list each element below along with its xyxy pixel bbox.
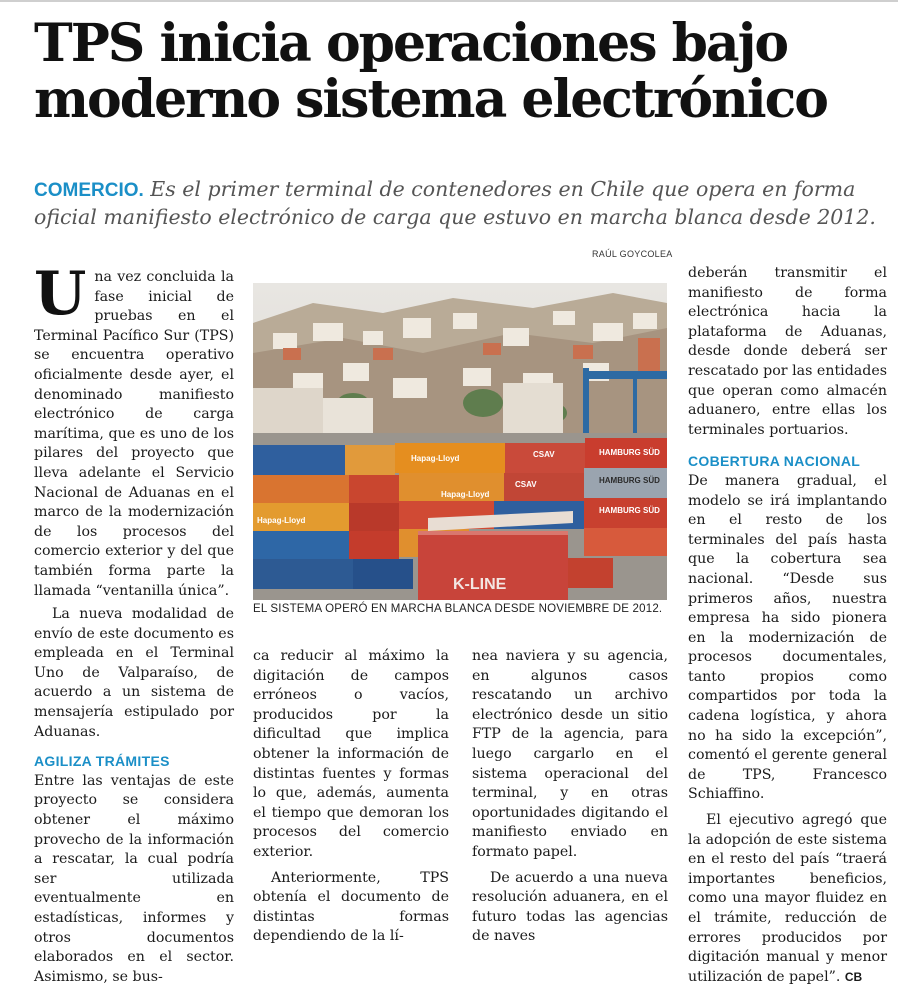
paragraph: ca reducir al máximo la digitación de campos erróneos o vacíos, producidos por la dificultad que implica obtener la información de distintas fuentes y formas lo que, además, aumenta el tiempo que demoran los procesos del comercio exterior. xyxy=(253,648,449,860)
article-column-1 xyxy=(34,259,234,987)
paragraph-text: El ejecutivo agregó que la adopción de este sistema en el resto del país “traerá importantes beneficios, como una mayor fluidez en el trámite, reducción de errores producidos por digitación manual y menor utilización de papel”. xyxy=(688,812,887,985)
container-label: Hapag-Lloyd xyxy=(441,490,490,499)
top-rule xyxy=(0,0,898,2)
photo-credit: RAÚL GOYCOLEA xyxy=(592,249,673,259)
container-label: CSAV xyxy=(515,480,537,489)
container-label: HAMBURG SÜD xyxy=(599,476,660,485)
paragraph: Entre las ventajas de este proyecto se considera obtener el máximo provecho de la información a rescatar, la cual podría ser utilizada eventualmente en estadísticas, informes y otros documentos elaborados en el sector. Asimismo, se bus- xyxy=(34,772,234,985)
headline xyxy=(34,13,894,130)
paragraph: nea naviera y su agencia, en algunos casos rescatando un archivo electrónico desde un sitio FTP de la agencia, para luego cargarlo en el sistema operacional del terminal, y en otras oportunidades digitando el manifiesto enviado en formato papel. xyxy=(472,648,668,860)
container-label: HAMBURG SÜD xyxy=(599,506,660,515)
headline-line-1: TPS inicia operaciones bajo xyxy=(34,13,788,74)
drop-cap: U xyxy=(34,259,87,329)
container-label: HAMBURG SÜD xyxy=(599,448,660,457)
article-column-3 xyxy=(472,647,668,947)
container-label: Hapag-Lloyd xyxy=(257,516,306,525)
subhead-cobertura: COBERTURA NACIONAL xyxy=(688,453,861,470)
port-photo xyxy=(253,283,667,600)
paragraph: De acuerdo a una nueva resolución aduanera, en el futuro todas las agencias de naves xyxy=(472,869,668,945)
paragraph xyxy=(688,811,887,987)
first-paragraph xyxy=(34,259,234,601)
paragraph: deberán transmitir el manifiesto de forma electrónica hacia la plataforma de Aduanas, desde donde deberá ser rescatado por las entidades que operan como almacén aduanero, entre ellas los terminales portuarios. xyxy=(688,265,887,438)
end-mark-icon: CB xyxy=(844,969,863,984)
article-column-2 xyxy=(253,647,449,947)
port-photo-image xyxy=(253,283,667,600)
container-label: K-LINE xyxy=(453,576,507,593)
paragraph-text: na vez concluida la fase inicial de pruebas en el Terminal Pacífico Sur (TPS) se encuentra operativo oficialmente desde ayer, el denominado manifiesto electrónico de carga marítima, que es uno de los pilares del proyecto que lleva adelante el Servicio Nacional de Aduanas en el marco de la modernización de los procesos del comercio exterior y del que también forma parte la llamada “ventanilla única”. xyxy=(34,269,234,599)
deck-text: Es el primer terminal de contenedores en Chile que opera en forma oficial manifiesto electrónico de carga que estuvo en marcha blanca desde 2012. xyxy=(34,177,876,229)
article-column-4 xyxy=(688,264,887,987)
paragraph: La nueva modalidad de envío de este documento es empleada en el Terminal Uno de Valparaíso, de acuerdo a un sistema de mensajería estipulado por Aduanas. xyxy=(34,606,234,740)
container-label: CSAV xyxy=(533,450,555,459)
paragraph: De manera gradual, el modelo se irá implantando en el resto de los terminales del país hasta que la cobertura sea nacional. “Desde sus primeros años, nuestra empresa ha sido pionera en la modernización de procesos documentales, tanto propios como compartidos por toda la cadena logística, y ahora no ha sido la excepción”, comentó el gerente general de TPS, Francesco Schiaffino. xyxy=(688,472,887,803)
paragraph: Anteriormente, TPS obtenía el documento de distintas formas dependiendo de la lí- xyxy=(253,869,449,945)
photo-caption: EL SISTEMA OPERÓ EN MARCHA BLANCA DESDE NOVIEMBRE DE 2012. xyxy=(253,603,663,615)
subhead-agiliza: AGILIZA TRÁMITES xyxy=(34,753,170,770)
deck-kicker: COMERCIO. xyxy=(34,180,144,201)
container-label: Hapag-Lloyd xyxy=(411,454,460,463)
headline-line-2: moderno sistema electrónico xyxy=(34,69,827,130)
deck xyxy=(34,176,894,231)
